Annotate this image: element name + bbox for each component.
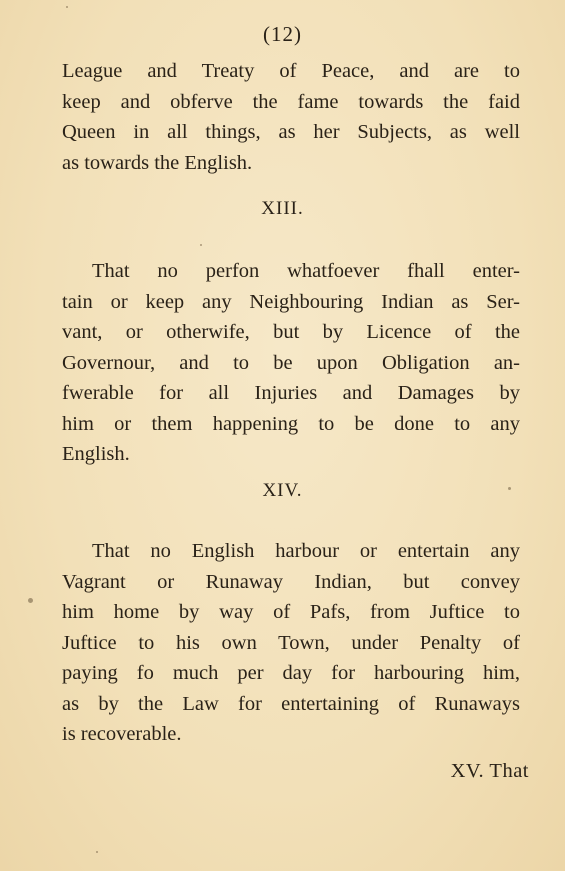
text-line: tain or keep any Neighbouring Indian as Ser-	[62, 290, 520, 313]
paper-speck	[66, 6, 68, 8]
text-line: That no English harbour or entertain any	[92, 540, 520, 562]
paper-speck	[28, 598, 33, 603]
section-heading-xiv: XIV.	[262, 480, 303, 501]
text-line: him or them happening to be done to any	[62, 412, 520, 435]
text-line: Vagrant or Runaway Indian, but convey	[62, 570, 520, 593]
paper-speck	[96, 851, 98, 853]
text-line: him home by way of Pafs, from Juftice to	[62, 601, 520, 623]
continuation-paragraph	[62, 56, 520, 178]
text-line: League and Treaty of Peace, and are to	[62, 60, 520, 82]
text-line: Queen in all things, as her Subjects, as well	[62, 121, 520, 143]
catchword: XV. That	[450, 760, 529, 782]
text-line: paying fo much per day for harbouring him,	[62, 662, 520, 684]
text-line: English.	[62, 443, 130, 465]
text-line: as towards the English.	[62, 151, 253, 174]
section-heading-xiii: XIII.	[261, 198, 304, 219]
paper-speck	[200, 244, 202, 246]
text-line: is recoverable.	[62, 723, 182, 745]
text-line: as by the Law for entertaining of Runaways	[62, 692, 520, 715]
section-xiii-paragraph	[62, 256, 520, 470]
page-number: (12)	[263, 22, 302, 46]
text-line: That no perfon whatfoever fhall enter-	[92, 260, 520, 282]
text-line: vant, or otherwife, but by Licence of the	[62, 321, 520, 343]
text-line: Juftice to his own Town, under Penalty of	[62, 631, 520, 654]
text-line: keep and obferve the fame towards the faid	[62, 90, 520, 113]
paper-speck	[508, 487, 511, 490]
section-xiv-paragraph	[62, 536, 520, 750]
text-line: Governour, and to be upon Obligation an-	[62, 351, 520, 374]
text-line: fwerable for all Injuries and Damages by	[62, 382, 520, 404]
